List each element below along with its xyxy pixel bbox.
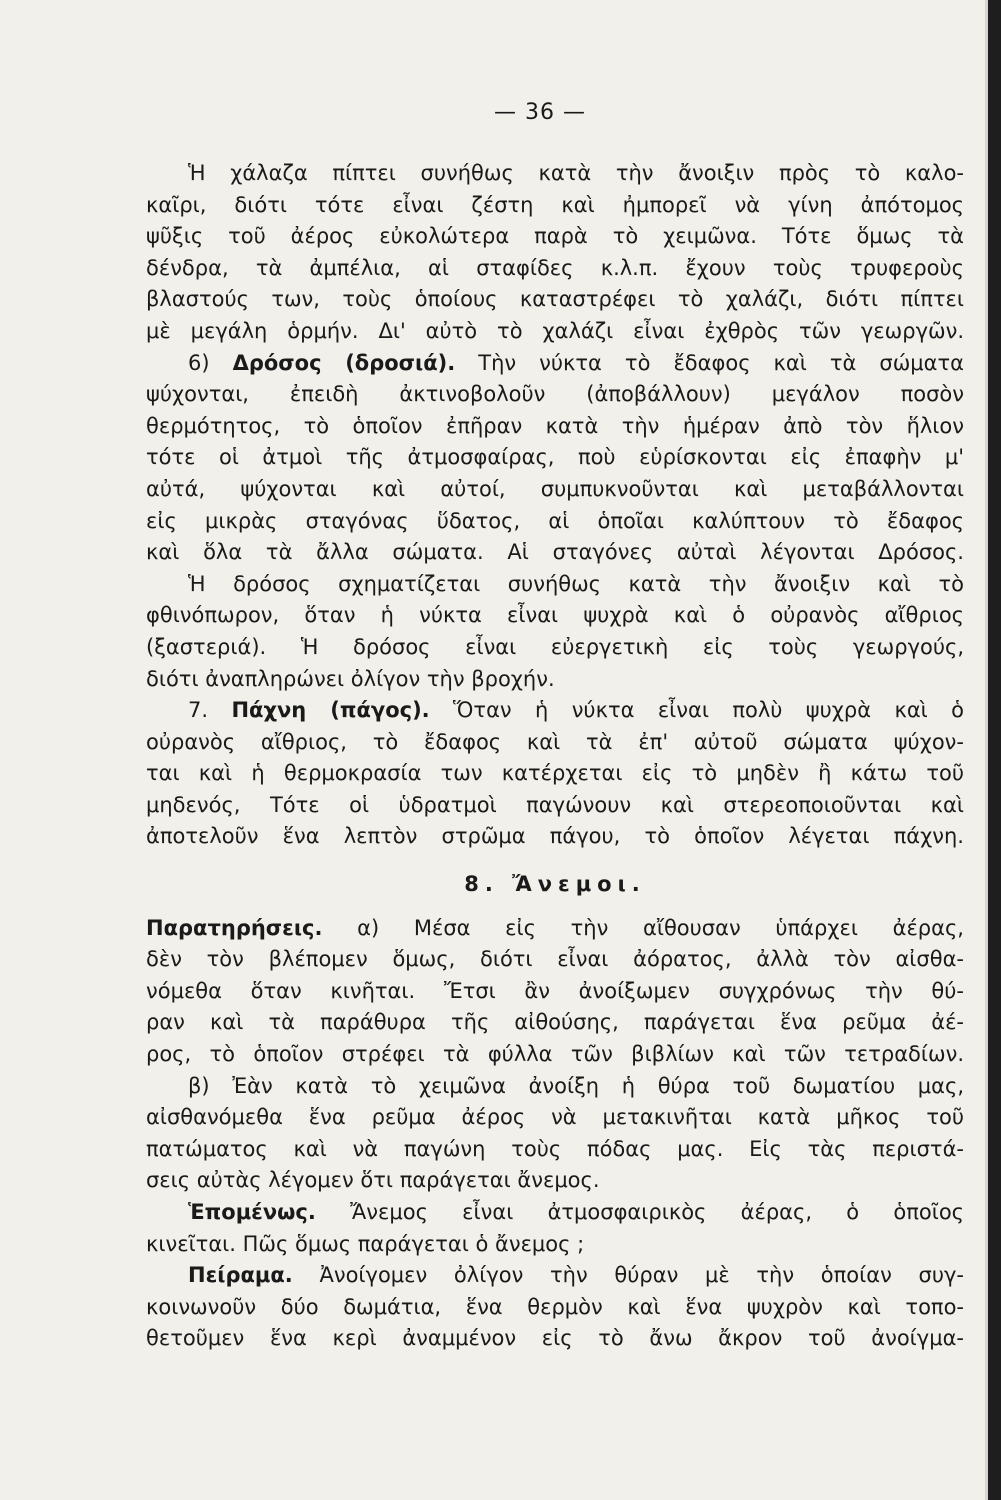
text-line: διότι ἀναπληρώνει ὀλίγον τὴν βροχήν. (146, 666, 555, 691)
paragraph-b (146, 1071, 964, 1197)
text-line: καῖρι, διότι τότε εἶναι ζέστη καὶ ἠμπορεῖ νὰ γίνη ἀπότομος (146, 192, 964, 217)
section-number: 7. (188, 698, 209, 723)
text-run: Τὴν νύκτα τὸ ἔδαφος καὶ τὰ σώματα (478, 350, 964, 375)
text-run: Ἀνοίγομεν ὀλίγον τὴν θύραν μὲ τὴν ὁποίαν συγ- (319, 1263, 964, 1288)
text-line: αὐτά, ψύχονται καὶ αὐτοί, συμπυκνοῦνται καὶ μεταβάλλονται (146, 476, 964, 501)
text-run: Ἄνεμος εἶναι ἀτμοσφαιρικὸς ἀέρας, ὁ ὁποῖος (350, 1200, 965, 1224)
text-line (146, 913, 964, 945)
section-heading-winds: 8. Ἄνεμοι. (464, 872, 646, 897)
experiment-label: Πείραμα. (188, 1263, 293, 1288)
text-line: κοινωνοῦν δύο δωμάτια, ἕνα θερμὸν καὶ ἕνα ψυχρὸν καὶ τοπο- (146, 1294, 964, 1319)
text-line: ται καὶ ἡ θερμοκρασία των κατέρχεται εἰς τὸ μηδὲν ἢ κάτω τοῦ (146, 761, 964, 786)
text-line: ἀποτελοῦν ἕνα λεπτὸν στρῶμα πάγου, τὸ ὁποῖον λέγεται πάχνη. (146, 824, 964, 849)
text-line: οὐρανὸς αἴθριος, τὸ ἔδαφος καὶ τὰ ἐπ' αὐτοῦ σώματα ψύχον- (146, 729, 964, 754)
text-line: Ἡ χάλαζα πίπτει συνήθως κατὰ τὴν ἄνοιξιν πρὸς τὸ καλο- (188, 161, 964, 185)
text-line (146, 1260, 964, 1292)
page-body (146, 158, 964, 1355)
section-frost (146, 695, 964, 853)
text-line: εἰς μικρὰς σταγόνας ὕδατος, αἱ ὁποῖαι καλύπτουν τὸ ἔδαφος (146, 508, 964, 533)
text-line: θετοῦμεν ἕνα κερὶ ἀναμμένον εἰς τὸ ἄνω ἄκρον τοῦ ἀνοίγμα- (146, 1326, 964, 1351)
text-line: βλαστούς των, τοὺς ὁποίους καταστρέφει τὸ χαλάζι, διότι πίπτει (146, 287, 964, 312)
observations-label: Παρατηρήσεις. (146, 915, 323, 940)
text-line: ψῦξις τοῦ ἀέρος εὐκολώτερα παρὰ τὸ χειμῶνα. Τότε ὅμως τὰ (146, 224, 964, 249)
text-line: νόμεθα ὅταν κινῆται. Ἔτσι ἂν ἀνοίξωμεν συγχρόνως τὴν θύ- (146, 978, 964, 1003)
text-line: μηδενός, Τότε οἱ ὑδρατμοὶ παγώνουν καὶ στερεοποιοῦνται καὶ (146, 792, 964, 817)
text-line: θερμότητος, τὸ ὁποῖον ἐπῆραν κατὰ τὴν ἡμέραν ἀπὸ τὸν ἥλιον (146, 413, 964, 438)
text-run: Ὅταν ἡ νύκτα εἶναι πολὺ ψυχρὰ καὶ ὁ (453, 698, 965, 723)
text-line: (ξαστεριά). Ἡ δρόσος εἶναι εὐεργετικὴ εἰς τοὺς γεωργούς, (146, 634, 964, 659)
paragraph-experiment (146, 1260, 964, 1355)
text-line: μὲ μεγάλη ὁρμήν. Δι' αὐτὸ τὸ χαλάζι εἶναι ἐχθρὸς τῶν γεωργῶν. (146, 318, 964, 343)
text-line: σεις αὐτὰς λέγομεν ὅτι παράγεται ἄνεμος. (146, 1168, 600, 1193)
section-title: Πάχνη (πάγος). (231, 698, 430, 723)
consequently-label: Ἑπομένως. (188, 1200, 316, 1224)
page-number: — 36 — (494, 100, 586, 125)
text-line: κινεῖται. Πῶς ὅμως παράγεται ὁ ἄνεμος ; (146, 1231, 585, 1256)
text-line: ραν καὶ τὰ παράθυρα τῆς αἰθούσης, παράγεται ἕνα ρεῦμα ἀέ- (146, 1010, 964, 1035)
paragraph-observations (146, 913, 964, 1071)
text-line: β) Ἐὰν κατὰ τὸ χειμῶνα ἀνοίξη ἡ θύρα τοῦ δωματίου μας, (188, 1073, 964, 1098)
text-line: τότε οἱ ἀτμοὶ τῆς ἀτμοσφαίρας, ποὺ εὑρίσκονται εἰς ἐπαφὴν μ' (146, 445, 964, 470)
section-number: 6) (188, 350, 210, 375)
text-line: καὶ ὅλα τὰ ἄλλα σώματα. Αἱ σταγόνες αὐταὶ λέγονται Δρόσος. (146, 540, 964, 565)
text-line (146, 348, 964, 380)
text-line: Ἡ δρόσος σχηματίζεται συνήθως κατὰ τὴν ἄνοιξιν καὶ τὸ (188, 571, 964, 596)
text-line: αἰσθανόμεθα ἕνα ρεῦμα ἀέρος νὰ μετακινῆται κατὰ μῆκος τοῦ (146, 1105, 964, 1130)
text-line: δὲν τὸν βλέπομεν ὅμως, διότι εἶναι ἀόρατος, ἀλλὰ τὸν αἰσθα- (146, 947, 964, 972)
text-line (146, 1197, 964, 1229)
text-line: πατώματος καὶ νὰ παγώνη τοὺς πόδας μας. Εἰς τὰς περιστά- (146, 1136, 964, 1161)
text-line: ψύχονται, ἐπειδὴ ἀκτινοβολοῦν (ἀποβάλλουν) μεγάλον ποσὸν (146, 382, 964, 407)
text-line: φθινόπωρον, ὅταν ἡ νύκτα εἶναι ψυχρὰ καὶ ὁ οὐρανὸς αἴθριος (146, 603, 964, 628)
text-line: δένδρα, τὰ ἀμπέλια, αἱ σταφίδες κ.λ.π. ἔχουν τοὺς τρυφεροὺς (146, 255, 964, 280)
paragraph-consequently (146, 1197, 964, 1260)
text-run: α) Μέσα εἰς τὴν αἴθουσαν ὑπάρχει ἀέρας, (357, 915, 964, 940)
section-dew (146, 348, 964, 569)
text-line (146, 695, 964, 727)
section-title: Δρόσος (δροσιά). (232, 350, 456, 375)
paragraph-dew-formation (146, 569, 964, 695)
text-line: ρος, τὸ ὁποῖον στρέφει τὰ φύλλα τῶν βιβλίων καὶ τῶν τετραδίων. (146, 1042, 964, 1067)
paragraph-hail (146, 158, 964, 348)
